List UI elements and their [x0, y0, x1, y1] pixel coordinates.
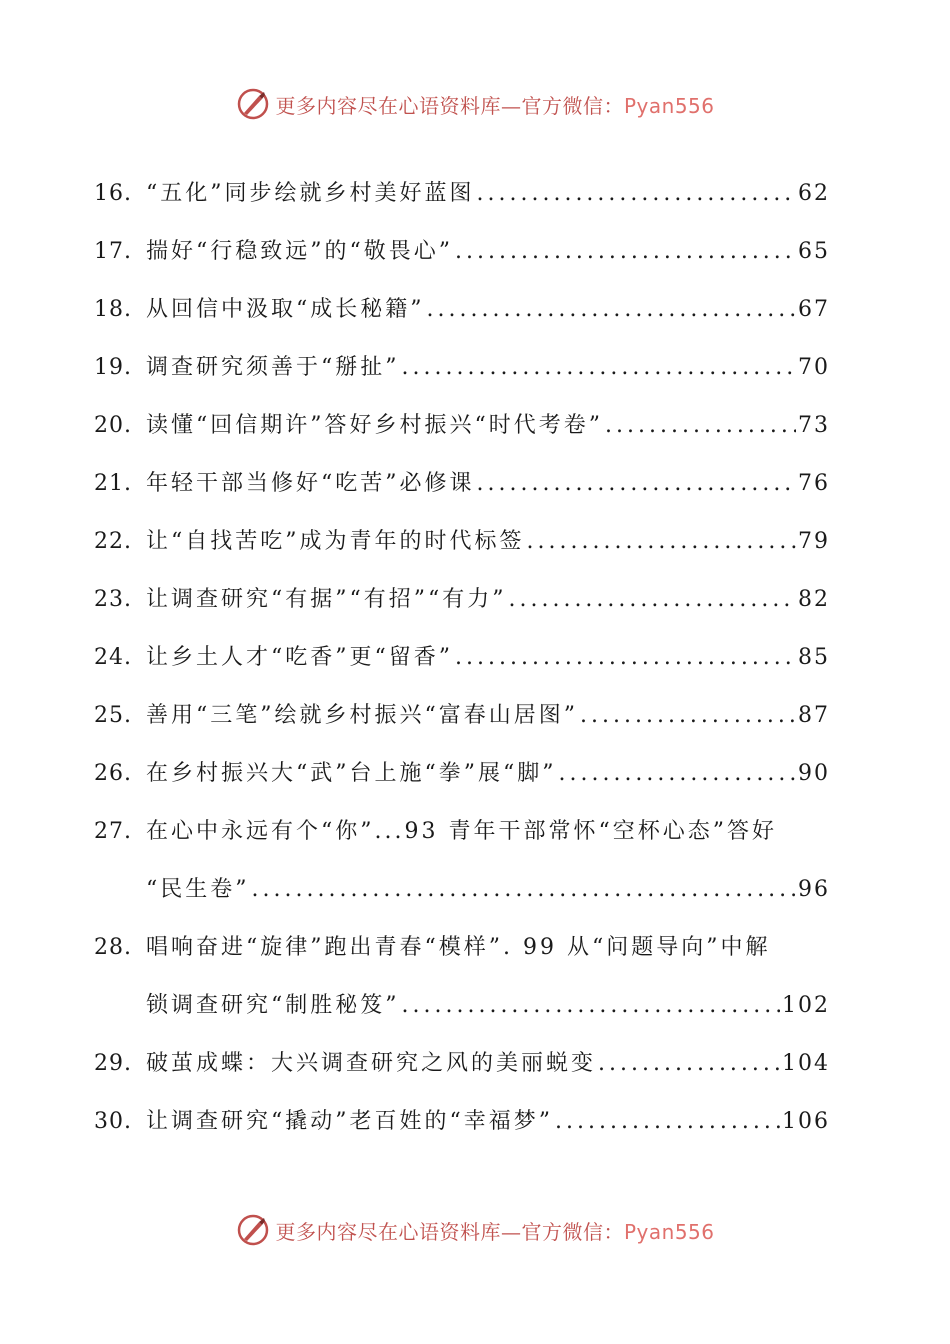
toc-number: 19. — [94, 355, 132, 380]
footer-wechat-label: 官方微信： — [521, 1219, 624, 1244]
pen-logo-icon — [235, 1212, 271, 1248]
toc-entry — [94, 408, 830, 448]
toc-number: 18. — [94, 297, 132, 322]
toc-title: 破茧成蝶：大兴调查研究之风的美丽蜕变 — [146, 1051, 597, 1076]
toc-number: 23. — [94, 587, 132, 612]
toc-number: 25. — [94, 703, 132, 728]
toc-number: 26. — [94, 761, 132, 786]
toc-title: 让调查研究“撬动”老百姓的“幸福梦” — [146, 1109, 553, 1134]
toc-page: 96 — [798, 877, 830, 902]
toc-leader — [427, 297, 797, 322]
header-text — [275, 90, 714, 119]
toc-leader — [455, 239, 796, 264]
footer-dash: — — [500, 1219, 522, 1244]
toc-number: 21. — [94, 471, 132, 496]
toc-title: 让“自找苦吃”成为青年的时代标签 — [146, 529, 525, 554]
toc-title: 在乡村振兴大“武”台上施“拳”展“脚” — [146, 761, 557, 786]
toc-leader — [477, 181, 797, 206]
header-banner — [0, 82, 950, 126]
footer-text — [275, 1216, 714, 1245]
toc-title: 善用“三笔”绘就乡村振兴“富春山居图” — [146, 703, 578, 728]
toc-entry — [94, 524, 830, 564]
footer-banner — [0, 1208, 950, 1252]
toc-leader — [558, 761, 796, 786]
toc-number: 24. — [94, 645, 132, 670]
toc-leader — [252, 877, 797, 902]
toc-leader — [455, 645, 796, 670]
toc-entry — [94, 234, 830, 274]
footer-wechat-id: Pyan556 — [623, 1219, 715, 1244]
toc-entry — [94, 176, 830, 216]
toc-page: 62 — [798, 181, 830, 206]
toc-entry — [94, 1046, 830, 1086]
toc-title: 从回信中汲取“成长秘籍” — [146, 297, 425, 322]
toc-page: 102 — [782, 993, 830, 1018]
toc-leader — [555, 1109, 780, 1134]
toc-title: 让乡土人才“吃香”更“留香” — [146, 645, 453, 670]
toc-page: 90 — [798, 761, 830, 786]
toc-title: 在心中永远有个“你”...93 青年干部常怀“空杯心态”答好 — [146, 819, 777, 844]
header-dash: — — [500, 93, 522, 118]
toc-number: 20. — [94, 413, 132, 438]
toc-page: 76 — [798, 471, 830, 496]
toc-entry — [94, 814, 830, 854]
toc-number: 27. — [94, 819, 132, 844]
toc-page: 82 — [798, 587, 830, 612]
footer-brand: 更多内容尽在心语资料库 — [275, 1219, 501, 1244]
toc-title: “五化”同步绘就乡村美好蓝图 — [146, 181, 475, 206]
toc-entry — [94, 582, 830, 622]
toc-title: “民生卷” — [146, 877, 250, 902]
toc-title: 唱响奋进“旋律”跑出青春“模样”. 99 从“问题导向”中解 — [146, 935, 771, 960]
toc-number: 17. — [94, 239, 132, 264]
toc-entry — [94, 350, 830, 390]
toc-number: 30. — [94, 1109, 132, 1134]
toc-number: 29. — [94, 1051, 132, 1076]
toc-number: 22. — [94, 529, 132, 554]
toc-entry — [94, 930, 830, 970]
toc-page: 104 — [782, 1051, 830, 1076]
toc-leader — [402, 993, 781, 1018]
header-brand: 更多内容尽在心语资料库 — [275, 93, 501, 118]
toc-page: 73 — [798, 413, 830, 438]
toc-number: 16. — [94, 181, 132, 206]
toc-leader — [402, 355, 797, 380]
header-wechat-id: Pyan556 — [623, 93, 715, 118]
toc-page: 67 — [798, 297, 830, 322]
toc-entry — [94, 292, 830, 332]
toc-entry-continuation — [94, 872, 830, 912]
toc-number: 28. — [94, 935, 132, 960]
header-wechat-label: 官方微信： — [521, 93, 624, 118]
toc-page: 85 — [798, 645, 830, 670]
toc-entry — [94, 756, 830, 796]
toc-leader — [580, 703, 796, 728]
toc-leader — [598, 1051, 780, 1076]
toc-entry — [94, 640, 830, 680]
toc-title: 锁调查研究“制胜秘笈” — [146, 993, 400, 1018]
toc-entry-continuation — [94, 988, 830, 1028]
toc-title: 年轻干部当修好“吃苦”必修课 — [146, 471, 475, 496]
toc-page: 79 — [798, 529, 830, 554]
pen-logo-icon — [235, 86, 271, 122]
toc-entry — [94, 1104, 830, 1144]
toc-entry — [94, 698, 830, 738]
toc-leader — [605, 413, 796, 438]
toc-page: 106 — [782, 1109, 830, 1134]
toc-leader — [477, 471, 797, 496]
toc-entry — [94, 466, 830, 506]
toc-page: 65 — [798, 239, 830, 264]
toc-page: 70 — [798, 355, 830, 380]
toc-title: 调查研究须善于“掰扯” — [146, 355, 400, 380]
toc-title: 读懂“回信期许”答好乡村振兴“时代考卷” — [146, 413, 603, 438]
toc-leader — [527, 529, 797, 554]
toc-title: 揣好“行稳致远”的“敬畏心” — [146, 239, 453, 264]
toc-title: 让调查研究“有据”“有招”“有力” — [146, 587, 507, 612]
toc-page: 87 — [798, 703, 830, 728]
toc-leader — [508, 587, 796, 612]
